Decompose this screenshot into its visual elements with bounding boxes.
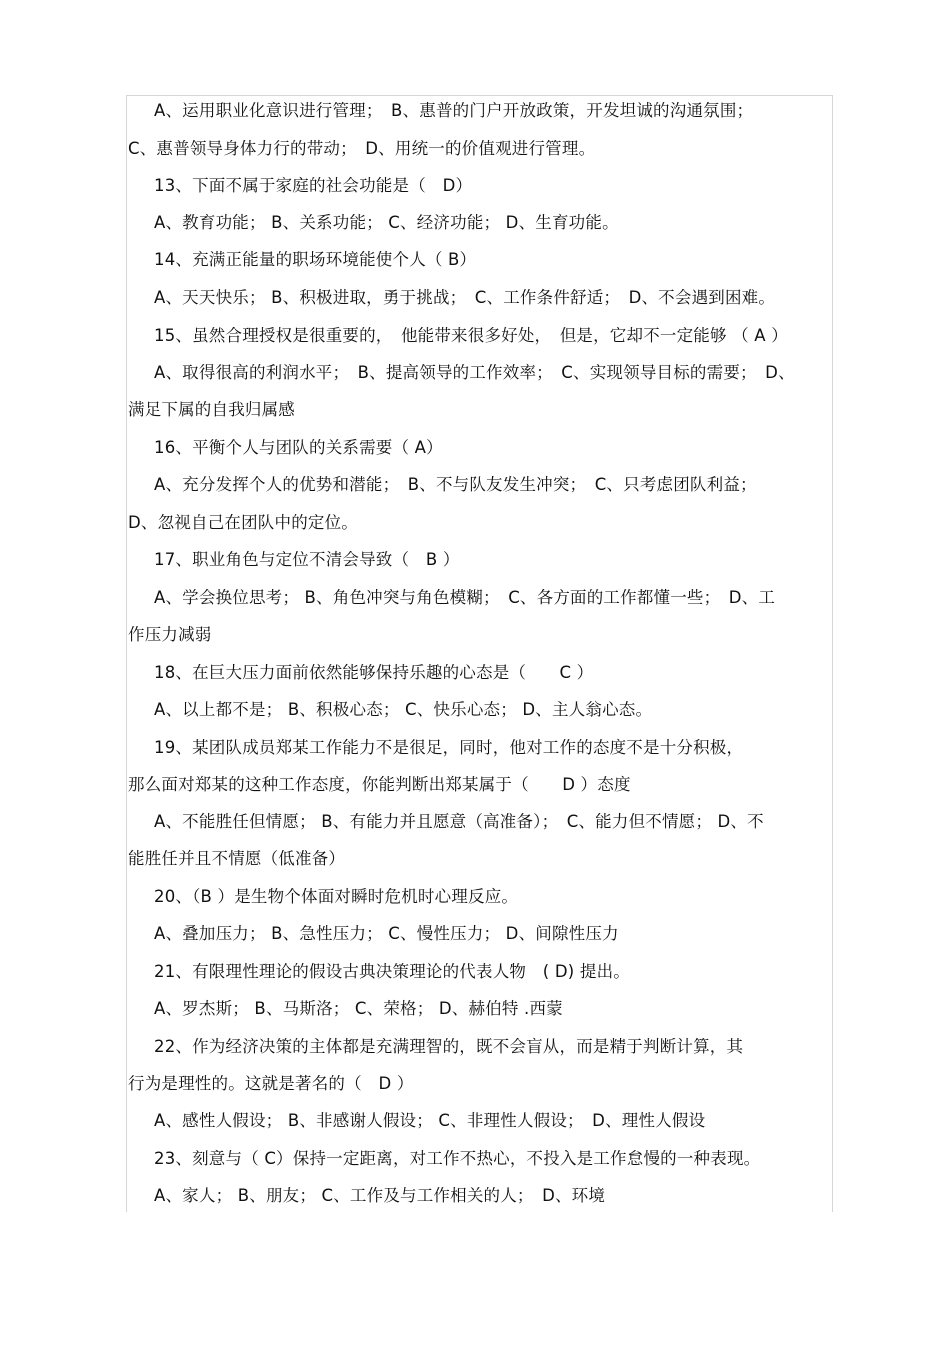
options-17-cont: 作压力减弱 xyxy=(128,625,212,644)
question-13: 13、下面不属于家庭的社会功能是（ D） xyxy=(154,176,473,195)
option-line-q12-ab: A、运用职业化意识进行管理； B、惠普的门户开放政策，开发坦诚的沟通氛围； xyxy=(154,101,754,120)
question-18: 18、在巨大压力面前依然能够保持乐趣的心态是（ C ） xyxy=(154,663,594,682)
options-22: A、感性人假设； B、非感谢人假设； C、非理性人假设； D、理性人假设 xyxy=(154,1111,706,1130)
options-17: A、学会换位思考； B、角色冲突与角色模糊； C、各方面的工作都懂一些； D、工 xyxy=(154,588,776,607)
question-22: 22、作为经济决策的主体都是充满理智的，既不会盲从，而是精于判断计算，其 xyxy=(154,1037,744,1056)
question-19: 19、某团队成员郑某工作能力不是很足，同时，他对工作的态度不是十分积极， xyxy=(154,738,744,757)
options-19-cont: 能胜任并且不情愿（低准备） xyxy=(128,849,346,868)
options-16: A、充分发挥个人的优势和潜能； B、不与队友发生冲突； C、只考虑团队利益； xyxy=(154,475,757,494)
options-18: A、以上都不是； B、积极心态； C、快乐心态； D、主人翁心态。 xyxy=(154,700,653,719)
options-14: A、天天快乐； B、积极进取，勇于挑战； C、工作条件舒适； D、不会遇到困难。 xyxy=(154,288,776,307)
options-16-cont: D、忽视自己在团队中的定位。 xyxy=(128,513,359,532)
question-23: 23、刻意与（ C）保持一定距离，对工作不热心，不投入是工作怠慢的一种表现。 xyxy=(154,1149,761,1168)
question-22-cont: 行为是理性的。这就是著名的（ D ） xyxy=(128,1074,414,1093)
options-15: A、取得很高的利润水平； B、提高领导的工作效率； C、实现领导目标的需要； D、 xyxy=(154,363,795,382)
question-14: 14、充满正能量的职场环境能使个人（ B） xyxy=(154,250,477,269)
options-21: A、罗杰斯； B、马斯洛； C、荣格； D、赫伯特 .西蒙 xyxy=(154,999,563,1018)
option-line-q12-cd: C、惠普领导身体力行的带动； D、用统一的价值观进行管理。 xyxy=(128,139,596,158)
options-19: A、不能胜任但情愿； B、有能力并且愿意（高准备）； C、能力但不情愿； D、不 xyxy=(154,812,764,831)
options-23: A、家人； B、朋友； C、工作及与工作相关的人； D、环境 xyxy=(154,1186,606,1205)
options-15-cont: 满足下属的自我归属感 xyxy=(128,400,295,419)
question-21: 21、有限理性理论的假设古典决策理论的代表人物 ( D) 提出。 xyxy=(154,962,630,981)
question-17: 17、职业角色与定位不清会导致（ B ） xyxy=(154,550,460,569)
options-13: A、教育功能； B、关系功能； C、经济功能； D、生育功能。 xyxy=(154,213,619,232)
question-15: 15、虽然合理授权是很重要的， 他能带来很多好处， 但是，它却不一定能够 （ A ） xyxy=(154,326,788,345)
question-16: 16、平衡个人与团队的关系需要（ A） xyxy=(154,438,443,457)
options-20: A、叠加压力； B、急性压力； C、慢性压力； D、间隙性压力 xyxy=(154,924,619,943)
question-20: 20、（B ）是生物个体面对瞬时危机时心理反应。 xyxy=(154,887,519,906)
question-19-cont: 那么面对郑某的这种工作态度，你能判断出郑某属于（ D ）态度 xyxy=(128,775,631,794)
